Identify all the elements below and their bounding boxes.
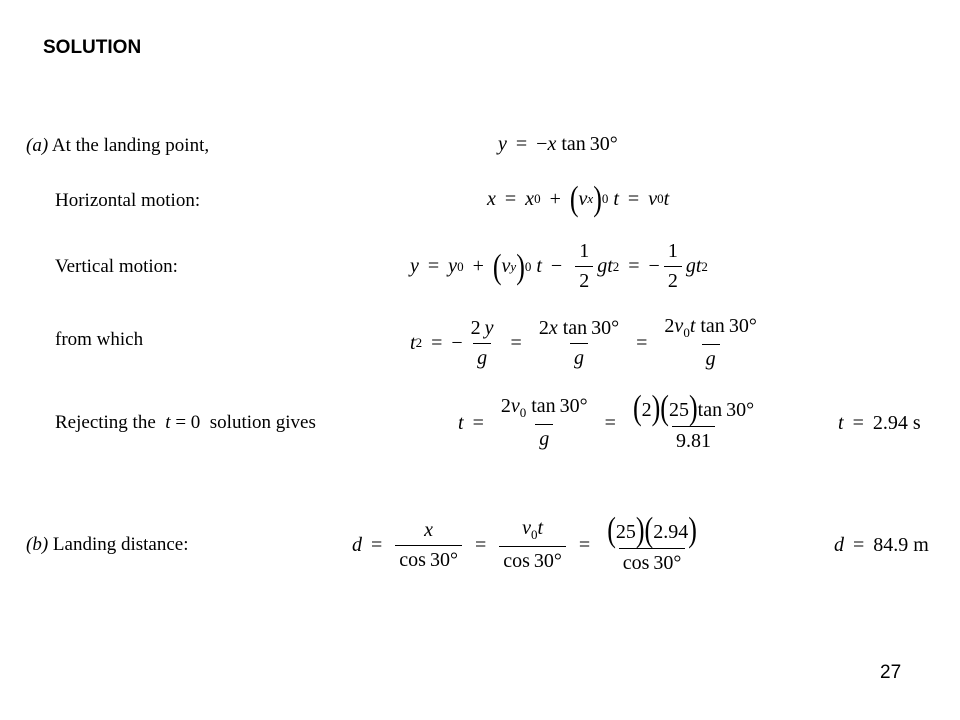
part-b-marker: (b) — [26, 534, 49, 555]
landing-point-text: At the landing point, — [51, 135, 210, 156]
distance-result: d = 84.9 m — [834, 534, 929, 556]
landing-point-equation: y = − x tan 30° — [498, 133, 618, 155]
vertical-motion-equation: y = y 0 + ( v y ) 0 t − $\frac{1}{2}$ gt 2 = − $\frac{1}{2}$ gt 2 — [410, 240, 708, 292]
landing-distance-label — [26, 534, 189, 556]
time-squared-equation: t 2 = − $\frac{2 y}{g}$ = $\frac{\text{2x tan 30°}}{g}$ = $\frac{2v_0t \tan 30^\circ}{g}$ — [410, 315, 757, 370]
time-result-value: 2.94 s — [872, 412, 921, 434]
vertical-motion-label: Vertical motion: — [55, 256, 178, 277]
part-a-marker: (a) — [26, 135, 49, 156]
rejecting-label: Rejecting the t = 0 solution gives — [55, 412, 316, 433]
rejecting-suffix: solution gives — [209, 412, 316, 433]
page-number: 27 — [880, 662, 902, 683]
horizontal-motion-equation: x = x 0 + ( v x ) 0 t = v 0 t — [487, 178, 670, 218]
time-equation: t = $\frac{2v_0 \tan 30^\circ}{g}$ = $\frac{(2)(25)\tan 30^\circ}{9.81}$ — [458, 387, 755, 452]
landing-point-label — [26, 135, 209, 157]
landing-distance-equation: d = $\frac{x}{\cos 30^\circ}$ = $\frac{v_0t}{\cos 30^\circ}$ = $\frac{(25)(2.94)}{\cos 30^\circ}$ — [352, 509, 697, 574]
time-result: t = 2.94 s — [838, 412, 921, 434]
horizontal-motion-label: Horizontal motion: — [55, 190, 201, 211]
solution-heading: SOLUTION — [43, 37, 142, 58]
landing-distance-text: Landing distance: — [52, 534, 189, 555]
rejecting-prefix: Rejecting the — [55, 412, 156, 433]
from-which-label: from which — [55, 329, 144, 350]
distance-result-value: 84.9 m — [873, 534, 929, 556]
